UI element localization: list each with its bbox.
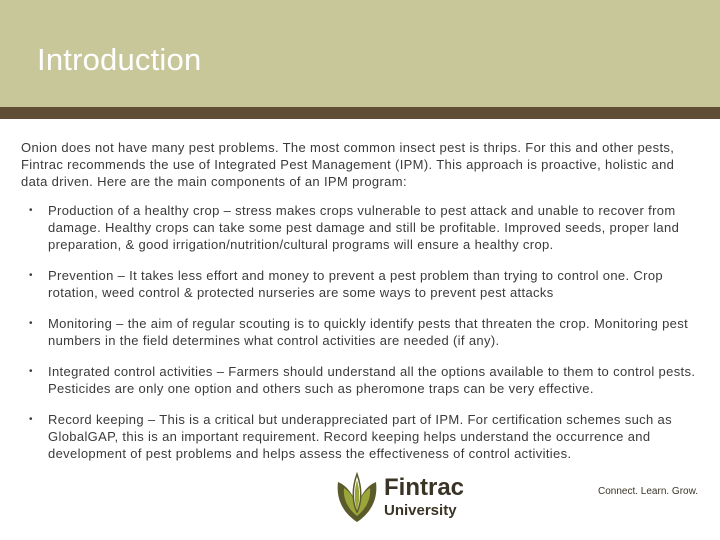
list-item-text: Monitoring – the aim of regular scouting is to quickly identify pests that threaten the crop. Monitoring pest numbers in the field determines what control activities are needed (if any). (48, 316, 689, 348)
list-item (21, 202, 697, 253)
bullet-icon: • (29, 318, 33, 329)
slide-header (0, 0, 720, 107)
logo-tagline: Connect. Learn. Grow. (598, 486, 699, 497)
slide-title: Introduction (37, 42, 202, 77)
list-item (21, 363, 697, 397)
list-item-text: Integrated control activities – Farmers should understand all the options available to them to control pests. Pesticides are only one option and others such as pheromone traps can be very effective. (48, 364, 696, 396)
bullet-icon: • (29, 205, 33, 216)
leaf-emblem-icon (334, 468, 380, 524)
bullet-icon: • (29, 366, 33, 377)
bullet-icon: • (29, 270, 33, 281)
ipm-components-list (21, 202, 697, 462)
slide-body (21, 139, 697, 476)
list-item-text: Record keeping – This is a critical but underappreciated part of IPM. For certification schemes such as GlobalGAP, this is an important requirement. Record keeping helps understand the occurrence and development of pest problems and helps assess the effectiveness of control activities. (48, 412, 672, 461)
list-item-text: Production of a healthy crop – stress makes crops vulnerable to pest attack and unable to recover from damage. Healthy crops can take some pest damage and still be profitable. Improved seeds, proper land preparation, & good irrigation/nutrition/cultural programs will ensure a healthy crop. (48, 203, 680, 252)
list-item (21, 267, 697, 301)
list-item (21, 315, 697, 349)
fintrac-university-logo (334, 468, 720, 526)
logo-wordmark: Fintrac (384, 474, 465, 501)
list-item (21, 411, 697, 462)
bullet-icon: • (29, 414, 33, 425)
logo-subtitle: University (384, 502, 457, 519)
header-divider-bar (0, 107, 720, 119)
intro-paragraph: Onion does not have many pest problems. The most common insect pest is thrips. For this and other pests, Fintrac recommends the use of Integrated Pest Management (IPM). This approach is proactive, holistic and data driven. Here are the main components of an IPM program: (21, 140, 675, 189)
list-item-text: Prevention – It takes less effort and money to prevent a pest problem than trying to control one. Crop rotation, weed control & protected nurseries are some ways to prevent pest attacks (48, 268, 664, 300)
